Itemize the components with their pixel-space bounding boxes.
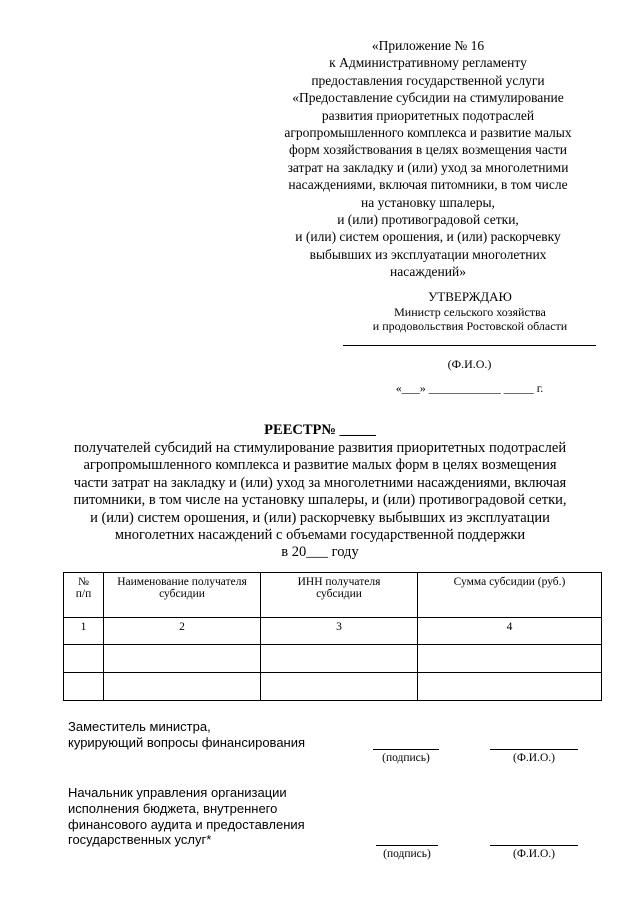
appendix-line: развития приоритетных подотраслей bbox=[321, 107, 535, 123]
table-header-row bbox=[64, 573, 602, 618]
approval-block bbox=[340, 290, 600, 334]
table-cell bbox=[104, 645, 261, 673]
approval-date: «___» ____________ _____ г. bbox=[395, 381, 544, 395]
register-line: части затрат на закладку и (или) уход за многолетними насаждениями, включая bbox=[73, 474, 567, 491]
register-line: многолетних насаждений с объемами государственной поддержки bbox=[114, 527, 526, 544]
appendix-line: агропромышленного комплекса и развитие малых bbox=[284, 125, 572, 141]
signatory-role: Заместитель министра, курирующий вопросы финансирования bbox=[68, 719, 306, 750]
table-row bbox=[64, 673, 602, 701]
appendix-line: предоставления государственной услуги bbox=[311, 72, 545, 88]
fio-line bbox=[490, 749, 578, 750]
appendix-line: форм хозяйствования в целях возмещения части bbox=[289, 142, 567, 158]
appendix-line: «Приложение № 16 bbox=[371, 38, 485, 53]
appendix-line: затрат на закладку и (или) уход за многолетними bbox=[287, 159, 569, 175]
table-cell bbox=[261, 673, 418, 701]
table-cell bbox=[104, 673, 261, 701]
table-cell: 3 bbox=[261, 618, 418, 645]
signatory-role: Начальник управления организации исполнения бюджета, внутреннего финансового аудита и предоставления государственных услуг* bbox=[68, 785, 305, 848]
table-cell bbox=[418, 645, 602, 673]
appendix-line: насаждений» bbox=[390, 264, 466, 280]
fio-caption: (Ф.И.О.) bbox=[513, 752, 555, 764]
register-line: питомники, в том числе на установку шпалеры, и (или) противоградовой сетки, bbox=[73, 492, 567, 509]
register-line: получателей субсидий на стимулирование развития приоритетных подотраслей bbox=[73, 440, 567, 456]
signature-line bbox=[376, 845, 438, 846]
appendix-line: к Административному регламенту bbox=[329, 55, 527, 71]
approval-position: и продовольствия Ростовской области bbox=[372, 319, 568, 333]
register-title: РЕЕСТР№ _____ bbox=[264, 422, 376, 438]
signature-line bbox=[373, 749, 439, 750]
approval-title: УТВЕРЖДАЮ bbox=[428, 289, 512, 304]
table-cell: 1 bbox=[64, 618, 104, 645]
register-table bbox=[63, 572, 602, 701]
table-cell bbox=[64, 645, 104, 673]
fio-line bbox=[490, 845, 578, 846]
signature-caption: (подпись) bbox=[382, 752, 430, 764]
register-line: агропромышленного комплекса и развитие малых форм в целях возмещения bbox=[83, 457, 557, 474]
appendix-header bbox=[262, 37, 594, 281]
header-cell-inn: ИНН получателя субсидии bbox=[261, 573, 418, 618]
table-cell bbox=[64, 673, 104, 701]
approval-signature-line bbox=[343, 345, 596, 346]
table-cell bbox=[418, 673, 602, 701]
approval-fio-caption: (Ф.И.О.) bbox=[447, 357, 492, 371]
appendix-line: и (или) систем орошения, и (или) раскорчевку bbox=[295, 229, 561, 245]
fio-caption: (Ф.И.О.) bbox=[513, 848, 555, 860]
appendix-line: и (или) противоградовой сетки, bbox=[337, 212, 519, 228]
signature-caption: (подпись) bbox=[383, 848, 431, 860]
table-cell: 2 bbox=[104, 618, 261, 645]
register-line: и (или) систем орошения, и (или) раскорчевку выбывших из эксплуатации bbox=[90, 509, 550, 526]
table-cell bbox=[261, 645, 418, 673]
appendix-line: выбывших из эксплуатации многолетних bbox=[309, 246, 547, 262]
header-cell-number: № п/п bbox=[64, 573, 104, 618]
header-cell-amount: Сумма субсидии (руб.) bbox=[418, 573, 602, 618]
approval-position: Министр сельского хозяйства bbox=[394, 304, 546, 319]
table-cell: 4 bbox=[418, 618, 602, 645]
table-row bbox=[64, 645, 602, 673]
register-description bbox=[50, 440, 590, 562]
appendix-line: «Предоставление субсидии на стимулирование bbox=[292, 90, 564, 106]
table-number-row bbox=[64, 618, 602, 645]
header-cell-recipient: Наименование получателя субсидии bbox=[104, 573, 261, 618]
appendix-line: насаждениями, включая питомники, в том числе bbox=[288, 177, 568, 193]
register-line: в 20___ году bbox=[281, 544, 359, 561]
appendix-line: на установку шпалеры, bbox=[361, 194, 495, 210]
